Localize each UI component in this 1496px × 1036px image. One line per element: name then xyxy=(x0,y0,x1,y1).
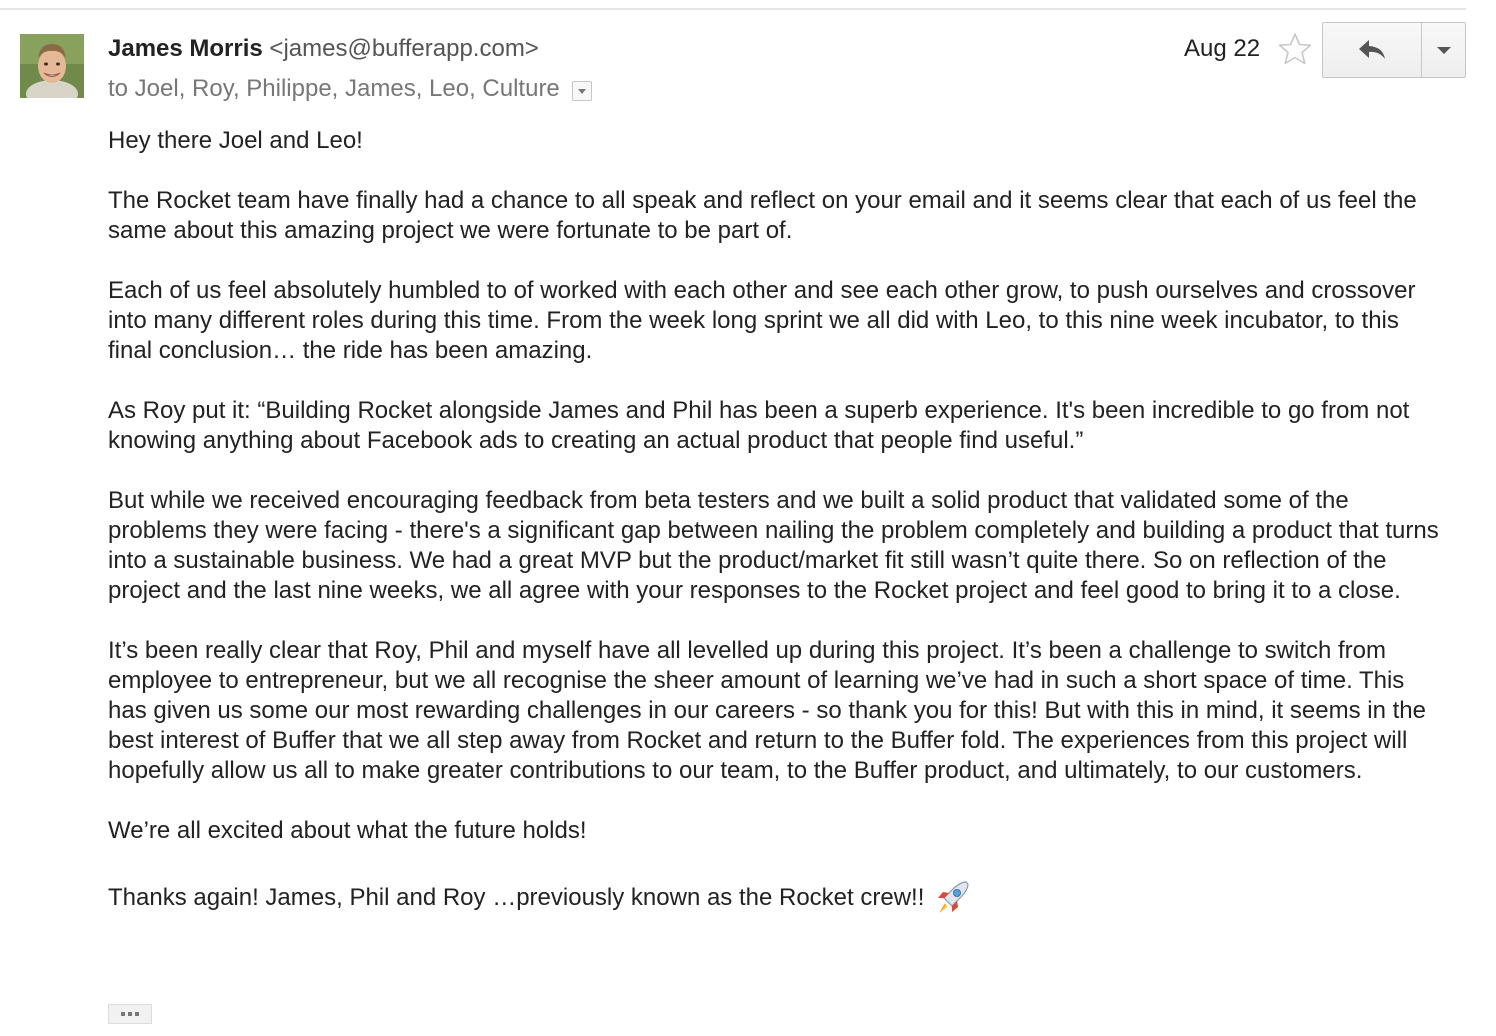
reply-button[interactable] xyxy=(1323,23,1422,77)
sender-email: <james@bufferapp.com> xyxy=(269,35,539,62)
recipients-line xyxy=(108,74,592,104)
rocket-emoji xyxy=(930,876,974,920)
dot xyxy=(121,1012,125,1016)
closing-text: Thanks again! James, Phil and Roy …previously known as the Rocket crew!! xyxy=(108,884,925,911)
body-paragraph: Hey there Joel and Leo! xyxy=(108,127,363,154)
sender-name[interactable]: James Morris xyxy=(108,35,263,62)
message-date[interactable]: Aug 22 xyxy=(1184,35,1261,62)
body-paragraph: It’s been really clear that Roy, Phil and myself have all levelled up during this project. It’s been a challenge to switch from employee to entrepreneur, but we all recognise the sheer amount of learning we’ve had in such a short space of time. This has given us some our most rewarding challenges in our careers - so thank you for this! But with this in mind, it seems in the best interest of Buffer that we all step away from Rocket and return to the Buffer fold. The experiences from this project will hopefully allow us all to make greater contributions to our team, to the Buffer product, and ultimately, to our customers. xyxy=(108,637,1426,784)
show-trimmed-content-button[interactable] xyxy=(108,1004,152,1024)
avatar[interactable] xyxy=(20,34,84,98)
reply-button-group xyxy=(1322,22,1466,78)
body-paragraph: We’re all excited about what the future holds! xyxy=(108,817,587,844)
dot xyxy=(135,1012,139,1016)
message-body xyxy=(108,126,1448,920)
body-paragraph: Each of us feel absolutely humbled to of worked with each other and see each other grow, to push ourselves and crossover into many different roles during this time. From the week long sprint we all did with Leo, to this nine week incubator, to this final conclusion… the ride has been amazing. xyxy=(108,277,1416,364)
closing-line xyxy=(108,876,1448,920)
dot xyxy=(128,1012,132,1016)
star-icon[interactable] xyxy=(1278,32,1312,66)
recipients-text: to Joel, Roy, Philippe, James, Leo, Culture xyxy=(108,75,560,102)
chevron-down-icon xyxy=(1437,47,1451,54)
body-paragraph: As Roy put it: “Building Rocket alongside James and Phil has been a superb experience. It's been incredible to go from not knowing anything about Facebook ads to creating an actual product that people find useful.” xyxy=(108,397,1410,454)
reply-icon xyxy=(1357,38,1387,62)
body-paragraph: The Rocket team have finally had a chance to all speak and reflect on your email and it seems clear that each of us feel the same about this amazing project we were fortunate to be part of. xyxy=(108,187,1417,244)
body-paragraph: But while we received encouraging feedback from beta testers and we built a solid product that validated some of the problems they were facing - there's a significant gap between nailing the problem completely and building a product that turns into a sustainable business. We had a great MVP but the product/market fit still wasn’t quite there. So on reflection of the project and the last nine weeks, we all agree with your responses to the Rocket project and feel good to bring it to a close. xyxy=(108,487,1439,604)
sender-line xyxy=(108,34,539,64)
more-options-button[interactable] xyxy=(1422,23,1465,77)
show-details-caret-icon[interactable] xyxy=(572,81,592,101)
top-divider xyxy=(0,8,1466,10)
